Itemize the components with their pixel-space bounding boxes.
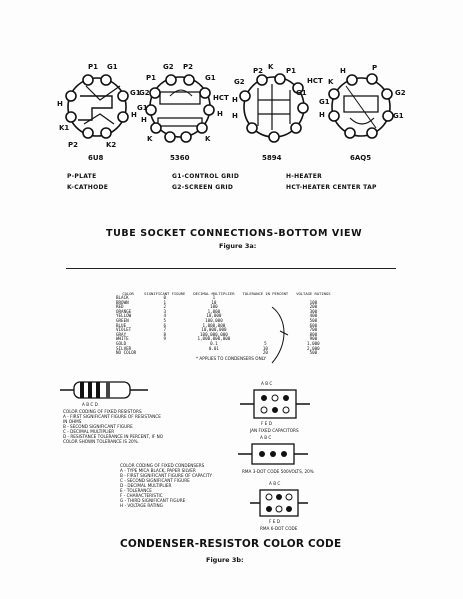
tolerance-bracket bbox=[268, 305, 298, 365]
table-cell: 1,000 bbox=[307, 340, 320, 346]
table-cell: 100 bbox=[309, 299, 318, 305]
pin-label: K2 bbox=[106, 141, 117, 149]
figure-3b-caption: Figure 3b: bbox=[206, 556, 244, 564]
table-footnote: * APPLIES TO CONDENSERS ONLY bbox=[196, 356, 267, 361]
pin-label: G1 bbox=[107, 63, 118, 71]
pin-label: P1 bbox=[88, 63, 99, 71]
pin-label: K bbox=[268, 63, 274, 71]
column-header: DECIMAL MULTIPLIER bbox=[193, 291, 235, 296]
table-cell: RED bbox=[116, 304, 124, 310]
legend-line: G - THIRD SIGNIFICANT FIGURE bbox=[120, 498, 186, 503]
color-code-rows bbox=[116, 296, 335, 356]
legend-line: A - TYPE MICA BLACK, PAPER SILVER bbox=[120, 468, 196, 473]
table-cell: SILVER bbox=[116, 345, 132, 351]
resistor-drawing bbox=[60, 378, 150, 402]
pin-label: G1 bbox=[393, 112, 404, 120]
pin-label: H bbox=[217, 110, 223, 118]
table-cell: 800 bbox=[309, 331, 318, 337]
table-cell: VIOLET bbox=[116, 327, 132, 333]
table-cell: 7 bbox=[163, 327, 167, 333]
legend-line: B - FIRST SIGNIFICANT FIGURE OF CAPACITY bbox=[120, 473, 213, 478]
pin-label: H bbox=[340, 67, 346, 75]
condenser-legend bbox=[120, 463, 212, 508]
rma-6dot-bottom-letters: F E D bbox=[269, 519, 280, 524]
table-cell: YELLOW bbox=[116, 313, 132, 319]
table-cell: 1,000,000 bbox=[202, 322, 226, 328]
rma-3dot-label: RMA 3-DOT CODE 500VOLTS, 20% bbox=[242, 469, 314, 474]
table-cell: 300 bbox=[309, 308, 318, 314]
table-cell: 1,000 bbox=[207, 308, 221, 314]
table-cell: 10,000 bbox=[206, 313, 222, 319]
socket-name-5360: 5360 bbox=[170, 154, 190, 162]
table-cell: 5 bbox=[264, 340, 267, 346]
table-cell: 600 bbox=[309, 322, 318, 328]
legend-screen-grid: G2-SCREEN GRID bbox=[172, 184, 234, 191]
pin-label: HCT bbox=[213, 94, 229, 102]
rma-6dot-top-letters: A B C bbox=[269, 481, 281, 486]
legend-line: C - SECOND SIGNIFICANT FIGURE bbox=[120, 478, 190, 483]
pin-label: G2 bbox=[139, 89, 150, 97]
table-cell: 10,000,000 bbox=[201, 327, 227, 333]
pin-label: G1 bbox=[137, 104, 148, 112]
table-cell: 5 bbox=[163, 317, 167, 323]
table-cell: 2 bbox=[163, 304, 167, 310]
pin-label: K bbox=[205, 135, 211, 143]
socket-5894-drawing bbox=[240, 74, 308, 142]
table-cell: 9 bbox=[163, 336, 167, 342]
table-cell: GRAY bbox=[116, 331, 127, 337]
legend-line: COLOR SHOWN TOLERANCE IS 20%. bbox=[63, 439, 139, 444]
table-cell: 3 bbox=[163, 308, 167, 314]
socket-5360-drawing bbox=[146, 75, 214, 142]
legend-line: B - SECOND SIGNIFICANT FIGURE bbox=[63, 424, 133, 429]
socket-name-6aq5: 6AQ5 bbox=[350, 154, 372, 162]
legend-plate: P-PLATE bbox=[67, 173, 97, 180]
legend-line: IN OHMS bbox=[63, 419, 82, 424]
column-header: COLOR bbox=[122, 291, 134, 296]
column-header: SIGNIFICANT FIGURE bbox=[144, 291, 186, 296]
legend-line: F - CHARACTERISTIC bbox=[120, 493, 163, 498]
socket-section-title: TUBE SOCKET CONNECTIONS-BOTTOM VIEW bbox=[106, 228, 363, 239]
rma-6dot-capacitor-drawing bbox=[250, 487, 308, 519]
resistor-legend bbox=[63, 409, 163, 444]
pin-label: P1 bbox=[146, 74, 157, 82]
pin-label: P2 bbox=[68, 141, 79, 149]
table-cell bbox=[140, 351, 189, 356]
column-header: VOLTAGE RATINGS bbox=[296, 291, 331, 296]
pin-label: G2 bbox=[395, 89, 406, 97]
jan-capacitor-drawing bbox=[240, 386, 310, 422]
table-cell: BLACK bbox=[116, 295, 129, 300]
resistor-band-letters: A B C D bbox=[82, 402, 98, 407]
legend-line: D - RESISTANCE TOLERANCE IN PERCENT, IF NO bbox=[63, 434, 164, 439]
table-cell: 500 bbox=[309, 317, 318, 323]
table-cell: 0.01 bbox=[208, 345, 219, 351]
table-cell: BROWN bbox=[116, 299, 129, 305]
pin-label: H bbox=[131, 111, 137, 119]
legend-line: H - VOLTAGE RATING bbox=[120, 503, 163, 508]
column-header: TOLERANCE IN PERCENT bbox=[242, 291, 289, 296]
rma-3dot-capacitor-drawing bbox=[238, 440, 308, 468]
pin-label: G2 bbox=[234, 78, 245, 86]
table-cell: 20 bbox=[262, 350, 268, 356]
table-cell: 100,000 bbox=[205, 317, 223, 323]
table-cell: 500 bbox=[309, 350, 318, 356]
table-cell: GREEN bbox=[116, 317, 129, 323]
pin-label: K bbox=[328, 78, 334, 86]
pin-label: P2 bbox=[253, 67, 264, 75]
figure-3a-caption: Figure 3a: bbox=[219, 242, 257, 250]
table-cell: 900 bbox=[309, 336, 318, 342]
table-cell: 0 bbox=[163, 295, 167, 300]
table-cell: 1 bbox=[163, 299, 167, 305]
pin-label: H bbox=[319, 111, 325, 119]
legend-heater: H-HEATER bbox=[286, 173, 323, 180]
legend-heater-center-tap: HCT-HEATER CENTER TAP bbox=[286, 184, 377, 191]
legend-line: C - DECIMAL MULTIPLIER bbox=[63, 429, 115, 434]
legend-line: COLOR CODING OF FIXED CONDENSERS bbox=[120, 463, 205, 468]
table-cell: GOLD bbox=[116, 340, 127, 346]
socket-name-6u8: 6U8 bbox=[88, 154, 104, 162]
pin-label: H bbox=[141, 116, 147, 124]
legend-line: COLOR CODING OF FIXED RESISTORS bbox=[63, 409, 142, 414]
table-cell: 1,000,000,000 bbox=[197, 336, 231, 342]
pin-label: H bbox=[232, 96, 238, 104]
pin-label: G1 bbox=[130, 89, 141, 97]
table-cell: 1 bbox=[212, 295, 216, 300]
socket-name-5894: 5894 bbox=[262, 154, 282, 162]
socket-6aq5-drawing bbox=[329, 74, 393, 138]
jan-cap-label: JAN FIXED CAPACITORS bbox=[250, 428, 299, 433]
table-cell: NO COLOR bbox=[116, 350, 137, 356]
table-cell: 200 bbox=[309, 304, 318, 310]
pin-label: G1 bbox=[205, 74, 216, 82]
socket-6u8-drawing bbox=[66, 75, 128, 138]
table-cell: 10 bbox=[262, 345, 268, 351]
legend-control-grid: G1-CONTROL GRID bbox=[172, 173, 240, 180]
legend-line: A - FIRST SIGNIFICANT FIGURE OF RESISTANCE bbox=[63, 414, 161, 419]
legend-cathode: K-CATHODE bbox=[67, 184, 109, 191]
table-cell: 10 bbox=[211, 299, 217, 305]
legend-line: E - TOLERANCE bbox=[120, 488, 152, 493]
table-cell: 400 bbox=[309, 313, 318, 319]
pin-label: K1 bbox=[59, 124, 70, 132]
pin-label: P1 bbox=[286, 67, 297, 75]
rma-6dot-label: RMA 6-DOT CODE bbox=[260, 526, 298, 531]
jan-cap-bottom-letters: F E D bbox=[261, 421, 272, 426]
table-cell: 100,000,000 bbox=[200, 331, 228, 337]
pin-label: G2 bbox=[163, 63, 174, 71]
pin-label: P2 bbox=[183, 63, 194, 71]
pin-label: G1 bbox=[296, 89, 307, 97]
pin-label: H bbox=[232, 112, 238, 120]
color-code-title: CONDENSER-RESISTOR COLOR CODE bbox=[120, 538, 342, 550]
rma-3dot-top-letters: A B C bbox=[260, 435, 272, 440]
color-code-table bbox=[116, 292, 335, 356]
legend-line: D - DECIMAL MULTIPLIER bbox=[120, 483, 172, 488]
pin-label: P bbox=[372, 64, 378, 72]
table-cell: 700 bbox=[309, 327, 318, 333]
table-cell: 6 bbox=[163, 322, 167, 328]
table-cell: BLUE bbox=[116, 322, 127, 328]
divider-rule bbox=[66, 268, 396, 269]
pin-label: G1 bbox=[319, 98, 330, 106]
jan-cap-top-letters: A B C bbox=[261, 381, 273, 386]
table-cell: ORANGE bbox=[116, 308, 132, 314]
pin-label: K bbox=[147, 135, 153, 143]
table-cell: 2,000 bbox=[307, 345, 320, 351]
table-cell: 8 bbox=[163, 331, 167, 337]
table-cell: 4 bbox=[163, 313, 167, 319]
table-cell: 100 bbox=[210, 304, 218, 310]
table-cell: WHITE bbox=[116, 336, 129, 342]
pin-label: HCT bbox=[307, 77, 323, 85]
pin-label: H bbox=[57, 100, 63, 108]
table-cell: 0.1 bbox=[210, 340, 218, 346]
